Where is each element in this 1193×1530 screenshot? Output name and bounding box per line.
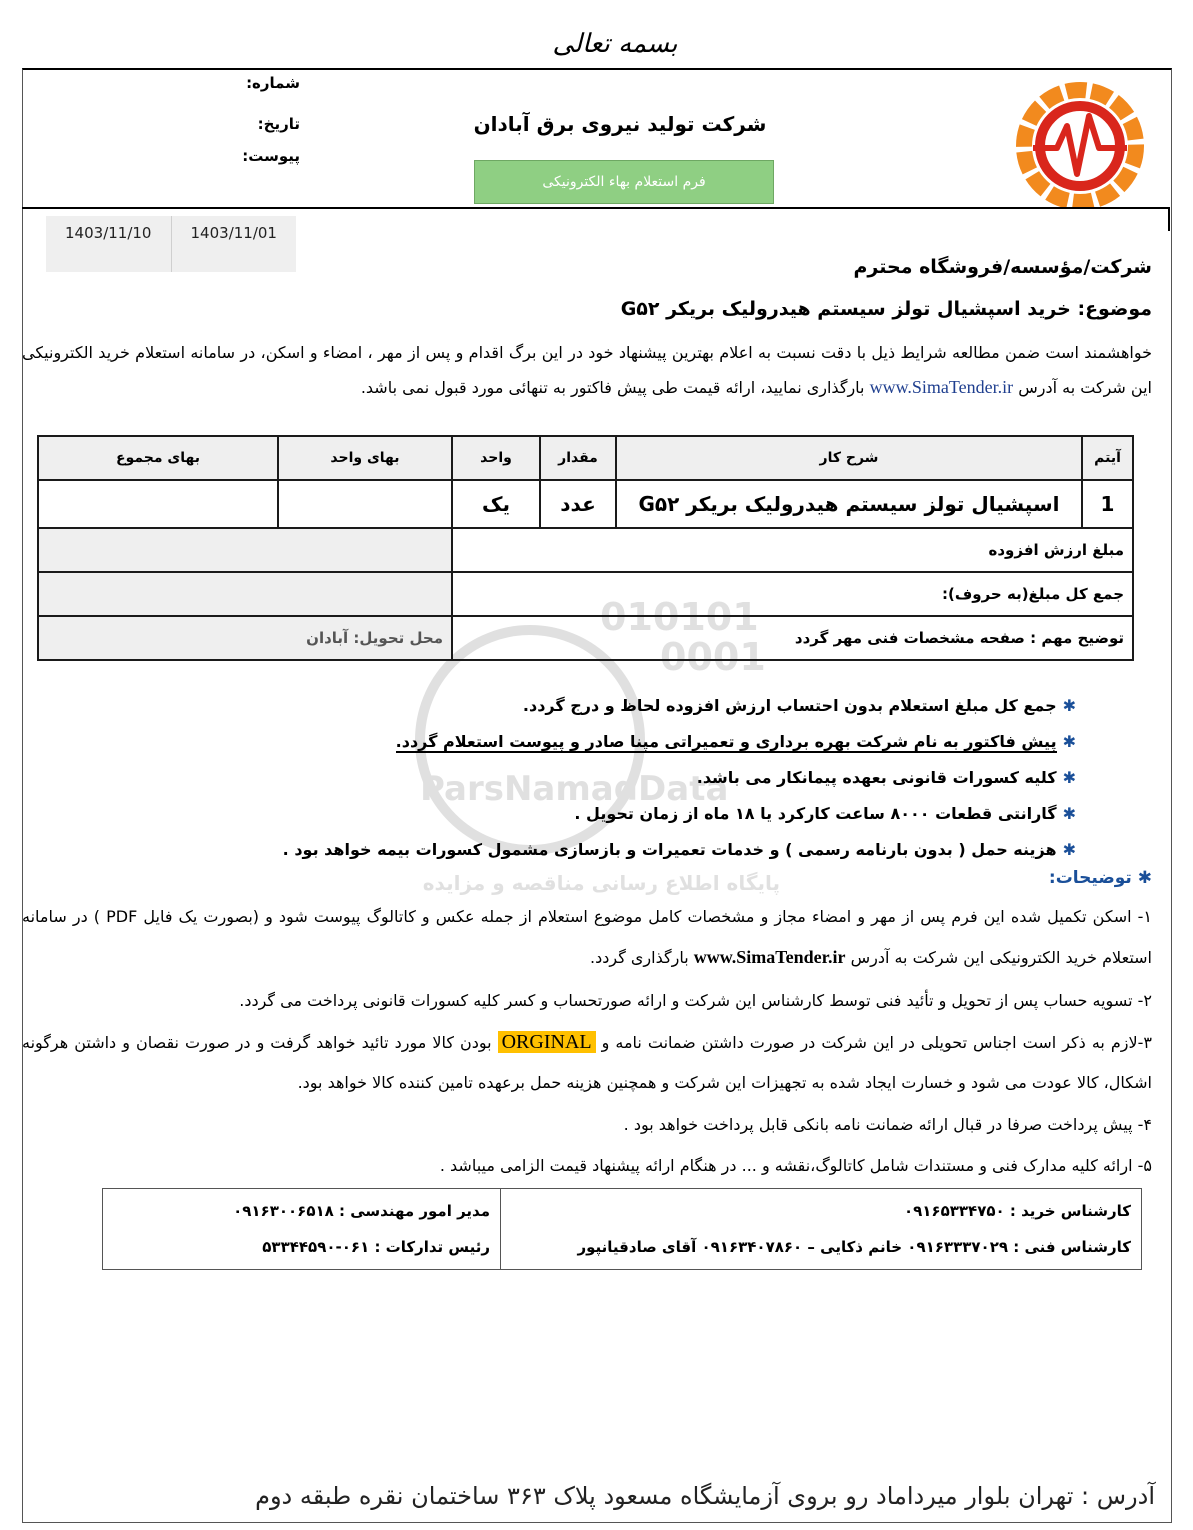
form-title: فرم استعلام بهاء الکترونیکی bbox=[474, 160, 774, 204]
vat-value[interactable] bbox=[38, 528, 452, 572]
header-divider bbox=[22, 207, 1170, 209]
header-description: شرح کار bbox=[616, 436, 1082, 480]
explanation-link[interactable]: www.SimaTender.ir bbox=[693, 947, 846, 967]
table-header-row bbox=[38, 436, 1133, 480]
watermark-caption: پایگاه اطلاع رسانی مناقصه و مزایده bbox=[422, 871, 780, 895]
note-label: توضیح مهم : صفحه مشخصات فنی مهر گردد bbox=[452, 616, 1133, 660]
intro-text: خواهشمند است ضمن مطالعه شرایط ذیل با دقت نسبت به اعلام بهترین پیشنهاد خود در این برگ اقدام و پس از مهر ، امضاء و اسکن، در سامانه استعلام خرید الکترونیکی این شرکت به آدرس bbox=[22, 343, 1152, 397]
cell-total-price[interactable] bbox=[38, 480, 278, 528]
bismillah-text: بسمه تعالی bbox=[552, 29, 678, 59]
number-label: شماره: bbox=[246, 74, 300, 92]
original-highlight: ORGINAL bbox=[498, 1031, 596, 1053]
watermark-brand: ParsNamadData bbox=[420, 769, 729, 809]
intro-link[interactable]: www.SimaTender.ir bbox=[869, 377, 1014, 397]
header-total-price: بهای مجموع bbox=[38, 436, 278, 480]
asterisk-icon: ✱ bbox=[1062, 768, 1076, 787]
total-words-label: جمع کل مبلغ(به حروف): bbox=[452, 572, 1133, 616]
header-divider-stub bbox=[1168, 207, 1170, 231]
list-item: ✱گارانتی قطعات ۸۰۰۰ ساعت کارکرد یا ۱۸ ماه از زمان تحویل . bbox=[574, 804, 1076, 823]
cell-item: 1 bbox=[1082, 480, 1133, 528]
asterisk-icon: ✱ bbox=[1062, 732, 1076, 751]
procurement-head: رئیس تدارکات : ۰۶۱-۵۳۳۴۴۵۹۰ bbox=[262, 1238, 490, 1256]
intro-paragraph bbox=[22, 336, 1152, 405]
technical-expert: کارشناس فنی : ۰۹۱۶۳۳۳۷۰۲۹ خانم ذکایی – ۰۹۱۶۳۴۰۷۸۶۰ آقای صادقیانپور bbox=[577, 1238, 1131, 1256]
cell-unit-price[interactable] bbox=[278, 480, 452, 528]
asterisk-icon: ✱ bbox=[1062, 696, 1076, 715]
explanation-3: ۳-لازم به ذکر است اجناس تحویلی در این شرکت در صورت داشتن ضمانت نامه و ORGINAL بودن کالا مورد تائید خواهد گرفت و در صورت نقصان و داشتن هرگونه اشکال، کالا عودت می شود و خسارت ایجاد شده به تجهیزات این شرکت و همچنین هزینه حمل برعهده تامین کننده کالا خواهد بود. bbox=[22, 1031, 1152, 1092]
header-quantity: مقدار bbox=[540, 436, 616, 480]
experts-cell bbox=[501, 1189, 1142, 1270]
subject: موضوع: خرید اسپشیال تولز سیستم هیدرولیک بریکر G۵۲ bbox=[620, 298, 1152, 320]
list-item: ✱پیش فاکتور به نام شرکت بهره برداری و تعمیراتی مپنا صادر و پیوست استعلام گردد. bbox=[395, 732, 1076, 751]
date-start: 1403/11/01 bbox=[171, 216, 297, 272]
total-words-value[interactable] bbox=[38, 572, 452, 616]
explanation-5: ۵- ارائه کلیه مدارک فنی و مستندات شامل کاتالوگ،نقشه و ... در هنگام ارائه پیشنهاد قیمت الزامی میباشد . bbox=[439, 1156, 1152, 1175]
footer-address: آدرس : تهران بلوار میرداماد رو بروی آزمایشگاه مسعود پلاک ۳۶۳ ساختمان نقره طبقه دوم bbox=[255, 1482, 1155, 1510]
explanation-2: ۲- تسویه حساب پس از تحویل و تأئید فنی توسط کارشناس این شرکت و ارائه صورتحساب و کسر کلیه کسورات قانونی پرداخت می گردد. bbox=[239, 991, 1152, 1010]
note-row bbox=[38, 616, 1133, 660]
addressee: شرکت/مؤسسه/فروشگاه محترم bbox=[853, 256, 1152, 278]
watermark-digits-2: 0001 bbox=[660, 635, 766, 679]
table-row bbox=[38, 480, 1133, 528]
date-label: تاریخ: bbox=[257, 115, 300, 133]
watermark-digits-1: 010101 bbox=[600, 595, 759, 639]
cell-unit: یک bbox=[452, 480, 540, 528]
notes-list bbox=[140, 688, 1076, 868]
vat-label: مبلغ ارزش افزوده bbox=[452, 528, 1133, 572]
total-words-row bbox=[38, 572, 1133, 616]
cell-description: اسپشیال تولز سیستم هیدرولیک بریکر G۵۲ bbox=[616, 480, 1082, 528]
attachment-label: پیوست: bbox=[242, 147, 300, 165]
cell-quantity: عدد bbox=[540, 480, 616, 528]
delivery-location: محل تحویل: آبادان bbox=[38, 616, 452, 660]
explanation-4: ۴- پیش پرداخت صرفا در قبال ارائه ضمانت نامه بانکی قابل پرداخت خواهد بود . bbox=[623, 1115, 1152, 1134]
explanation-1: ۱- اسکن تکمیل شده این فرم پس از مهر و امضاء مجاز و مشخصات کامل موضوع استعلام از جمله عکس و کاتالوگ پیوست شود و (بصورت یک فایل PDF ) در سامانه استعلام خرید الکترونیکی این شرکت به آدرس www.SimaTender.ir بارگذاری گردد. bbox=[22, 907, 1152, 967]
asterisk-icon: ✱ bbox=[1131, 868, 1152, 888]
header-unit-price: بهای واحد bbox=[278, 436, 452, 480]
bismillah-calligraphy bbox=[540, 14, 690, 68]
contacts-table bbox=[102, 1188, 1142, 1270]
engineering-manager: مدیر امور مهندسی : ۰۹۱۶۳۰۰۶۵۱۸ bbox=[233, 1202, 490, 1220]
date-end: 1403/11/10 bbox=[65, 224, 152, 242]
items-table bbox=[37, 435, 1134, 661]
managers-cell bbox=[103, 1189, 501, 1270]
header-unit: واحد bbox=[452, 436, 540, 480]
dates-box bbox=[46, 216, 296, 272]
company-name: شرکت تولید نیروی برق آبادان bbox=[473, 112, 767, 136]
contacts-row bbox=[103, 1189, 1142, 1270]
asterisk-icon: ✱ bbox=[1062, 840, 1076, 859]
list-item: ✱جمع کل مبلغ استعلام بدون احتساب ارزش افزوده لحاظ و درج گردد. bbox=[522, 696, 1076, 715]
purchase-expert: کارشناس خرید : ۰۹۱۶۵۳۳۴۷۵۰ bbox=[903, 1202, 1131, 1220]
header-item: آیتم bbox=[1082, 436, 1133, 480]
list-item: ✱کلیه کسورات قانونی بعهده پیمانکار می باشد. bbox=[696, 768, 1076, 787]
explanations-heading: ✱ توضیحات: bbox=[1048, 868, 1152, 888]
list-item: ✱هزینه حمل ( بدون بارنامه رسمی ) و خدمات تعمیرات و بازسازی مشمول کسورات بیمه خواهد بود . bbox=[282, 840, 1076, 859]
vat-row bbox=[38, 528, 1133, 572]
intro-text-end: بارگذاری نمایید، ارائه قیمت طی پیش فاکتور به تنهائی مورد قبول نمی باشد. bbox=[360, 378, 865, 397]
company-logo bbox=[1005, 82, 1155, 207]
asterisk-icon: ✱ bbox=[1062, 804, 1076, 823]
